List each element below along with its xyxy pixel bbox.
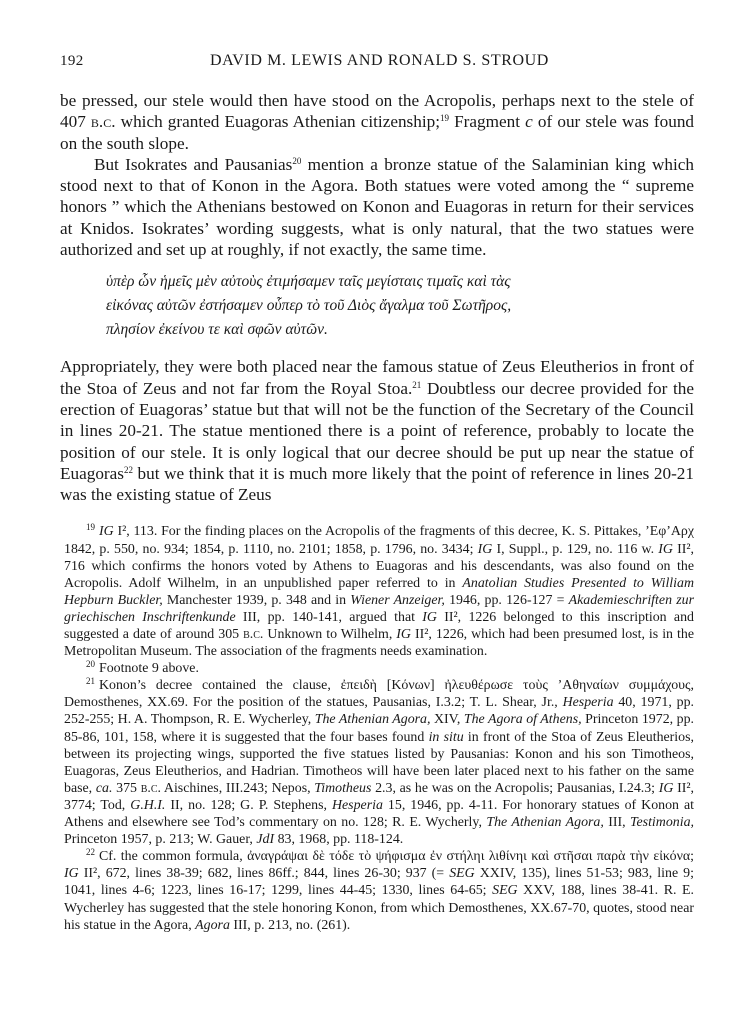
footnote-19-seg-8: Manchester 1939, p. 348 and in	[162, 592, 351, 608]
footnote-21-seg-14: Timotheus	[314, 780, 372, 796]
footnote-number: 22	[86, 847, 95, 858]
footnote-21-seg-12: b.c.	[140, 780, 161, 796]
footnote-19-seg-4: I, Suppl., p. 129, no. 116 w.	[492, 541, 659, 557]
footnote-21-seg-10: ca.	[95, 780, 113, 796]
footnote-21-seg-25: Princeton 1957, p. 213; W. Gauer,	[64, 832, 257, 848]
footnote-22-seg-9: III, p. 213, no. (261).	[229, 917, 351, 933]
body-text	[60, 90, 694, 505]
footnote-21-seg-9: in front of the Stoa of Zeus Eleutherios, between its projecting wings, supported the five statues listed by Pausanias: Konon and his son Timotheos, Euagoras, Zeus Eleutherios, and Hadrian. Timotheos will have been later placed next to his father on the same base,	[64, 729, 694, 796]
footnote-21-seg-24: Testimonia,	[630, 815, 694, 831]
footnote-21	[64, 677, 694, 848]
footnote-21-seg-19: II, no. 128; G. P. Stephens,	[165, 797, 332, 813]
footnote-22-seg-1: Cf. the common formula, ἀναγράψαι δὲ τόδε τὸ ψήφισμα ἐν στήληι λιθίνηι καὶ στῆσαι παρὰ τὴν εἰκόνα;	[99, 849, 694, 865]
footnote-22-seg-5: XXIV, 135), lines 51-53; 983, line 9; 1041, lines 4-6; 1223, lines 16-17; 1299, lines 44-45; 1330, lines 64-65;	[64, 866, 694, 899]
footnote-21-seg-16: IG	[658, 780, 674, 796]
paragraph-2-text-a: But Isokrates and Pausanias	[94, 154, 293, 174]
footnote-21-seg-22: The Athenian Agora,	[486, 815, 604, 831]
footnote-ref-22[interactable]: 22	[123, 464, 133, 475]
paragraph-1-text-a: be pressed, our stele would then have stood on the Acropolis, perhaps next to the stele of 407	[60, 91, 694, 132]
footnote-19-seg-12: III, pp. 140-141, argued that	[235, 609, 423, 625]
footnote-21-seg-15: 2.3, as he was on the Acropolis; Pausanias, I.24.3;	[371, 780, 659, 796]
footnote-19-seg-5: IG	[658, 541, 673, 557]
bc-abbrev: b.c.	[90, 112, 116, 132]
footnote-number: 19	[86, 522, 95, 533]
paragraph-2-text-b: mention a bronze statue of the Salaminian king which stood next to that of Konon in the Agora. Both statues were voted among the “ supreme honors ” which the Athenians bestowed on Konon and Euagoras in return for their services at Knidos. Isokrates’ wording suggests, what is only natural, that the two statues were authorized and set up at roughly, if not exactly, the same time.	[60, 154, 694, 260]
footnote-21-seg-8: in situ	[428, 729, 464, 745]
footnote-21-seg-5: XIV,	[430, 712, 464, 728]
footnote-22	[64, 848, 694, 933]
footnote-19-seg-2: I², 113. For the finding places on the Acropolis of the fragments of this decree, K. S. Pittakes, ’Εφ’Αρχ 1842, p. 550, no. 934; 1854, p. 1110, no. 2101; 1858, p. 1796, no. 3434;	[64, 524, 694, 557]
footnote-21-seg-27: 83, 1968, pp. 118-124.	[274, 832, 404, 848]
footnote-19-seg-15: b.c.	[243, 627, 264, 643]
footnote-19-seg-7: Anatolian Studies Presented to William Hepburn Buckler,	[64, 575, 694, 608]
footnote-21-seg-21: 15, 1946, pp. 4-11. For honorary statues of Konon at Athens and elsewhere see Tod’s commentary on no. 128; R. E. Wycherly,	[64, 797, 694, 831]
footnote-19-seg-6: II², 716 which confirms the honors voted by Athens to Euagoras and his descendants, was also found on the Acropolis. Adolf Wilhelm, in an unpublished paper referred to in	[64, 541, 694, 591]
running-title: DAVID M. LEWIS AND RONALD S. STROUD	[210, 52, 549, 69]
footnote-21-seg-20: Hesperia	[331, 797, 383, 813]
fragment-label: c	[525, 112, 533, 132]
footnote-21-seg-18: G.H.I.	[130, 797, 166, 813]
footnote-19-seg-18: II², 1226, which had been presumed lost, is in the Metropolitan Museum. The association of the fragments needs examination.	[64, 627, 694, 660]
footnote-19-seg-17: IG	[396, 627, 411, 643]
paragraph-1-text-d: of our stele was found on the south slope.	[60, 112, 695, 153]
footnote-ref-21[interactable]: 21	[412, 379, 422, 390]
paragraph-1	[60, 90, 694, 154]
running-head	[60, 52, 694, 80]
footnote-22-seg-8: Agora	[195, 917, 230, 933]
paragraph-3	[60, 356, 694, 505]
footnote-21-seg-26: JdI	[256, 832, 275, 848]
footnote-ref-20[interactable]: 20	[292, 155, 302, 166]
paragraph-1-text-c: Fragment	[448, 112, 526, 132]
footnote-21-seg-6: The Agora of Athens,	[463, 712, 582, 728]
footnote-20	[64, 660, 694, 677]
paragraph-1-text-b: which granted Euagoras Athenian citizenship;	[115, 112, 440, 132]
footnote-21-seg-7: Princeton 1972, pp. 85-86, 101, 158, where it is suggested that the four bases found	[64, 712, 694, 745]
footnote-21-seg-11: 375	[112, 780, 141, 796]
footnote-21-seg-2: Hesperia	[562, 695, 614, 711]
footnote-21-seg-1: Konon’s decree contained the clause, ἐπειδὴ [Κόνων] ἠλευθέρωσε τοὺς ’Αθηναίων συμμάχους, Demosthenes, XX.69. For the position of the statues, Pausanias, I.3.2; T. L. Shear, Jr.,	[64, 678, 694, 711]
footnote-21-seg-4: The Athenian Agora,	[314, 712, 431, 728]
footnote-number: 21	[86, 676, 95, 687]
footnote-19-seg-14: II², 1226 belonged to this inscription and suggested a date of around 305	[64, 609, 694, 643]
footnotes	[60, 523, 694, 933]
footnote-ref-19[interactable]: 19	[439, 113, 449, 124]
footnote-21-seg-17: II², 3774; Tod,	[64, 780, 695, 813]
footnote-19-seg-10: 1946, pp. 126-127 =	[444, 592, 569, 608]
footnote-19-seg-11: Akademieschriften zur griechischen Inschriftenkunde	[64, 592, 694, 625]
greek-quotation	[106, 270, 668, 342]
page	[60, 52, 694, 934]
paragraph-3-text-c: but we think that it is much more likely that the point of reference in lines 20-21 was the existing statue of Zeus	[60, 463, 694, 505]
footnote-19-seg-9: Wiener Anzeiger,	[350, 592, 445, 608]
paragraph-3-text-a: Appropriately, they were both placed near the famous statue of Zeus Eleutherios in front of the Stoa of Zeus and not far from the Royal Stoa.	[60, 357, 694, 398]
footnote-22-seg-4: SEG	[449, 866, 475, 882]
greek-quote-line-3: πλησίον ἐκείνου τε καὶ σφῶν αὐτῶν.	[106, 321, 328, 339]
footnote-19-seg-3: IG	[477, 541, 493, 557]
footnote-19	[64, 523, 694, 660]
greek-quote-line-1: ὑπὲρ ὧν ἡμεῖς μὲν αὐτοὺς ἐτιμήσαμεν ταῖς μεγίσταις τιμαῖς καὶ τὰς	[106, 273, 511, 291]
footnote-22-seg-6: SEG	[492, 883, 518, 899]
footnote-19-seg-13: IG	[422, 609, 437, 625]
footnote-22-seg-2: IG	[64, 866, 79, 882]
paragraph-2	[60, 154, 694, 260]
footnote-19-seg-16: Unknown to Wilhelm,	[263, 627, 397, 643]
page-number: 192	[60, 53, 84, 69]
footnote-21-seg-13: Aischines, III.243; Nepos,	[160, 780, 315, 796]
paragraph-3-text-b: Doubtless our decree provided for the erection of Euagoras’ statue but that will not be the function of the Secretary of the Council in lines 20-21. The statue mentioned there is a point of reference, probably to locate the position of our stele. It is only logical that our decree should be put up near the statue of Euagoras	[60, 378, 694, 483]
footnote-21-seg-3: 40, 1971, pp. 252-255; H. A. Thompson, R. E. Wycherley,	[64, 695, 694, 728]
footnote-22-seg-3: II², 672, lines 38-39; 682, lines 86ff.; 844, lines 26-30; 937 (=	[78, 866, 450, 882]
greek-quote-line-2: εἰκόνας αὐτῶν ἐστήσαμεν οὗπερ τὸ τοῦ Διὸς ἄγαλμα τοῦ Σωτῆρος,	[106, 297, 512, 315]
footnote-21-seg-23: III,	[603, 815, 631, 831]
footnote-20-text: Footnote 9 above.	[99, 661, 199, 677]
footnote-22-seg-7: XXV, 188, lines 38-41. R. E. Wycherley has suggested that the stele honoring Konon, from which Demosthenes, XX.67-70, quotes, stood near his statue in the Agora,	[64, 883, 694, 933]
footnote-19-seg-1: IG	[99, 524, 114, 540]
footnote-number: 20	[86, 659, 95, 670]
